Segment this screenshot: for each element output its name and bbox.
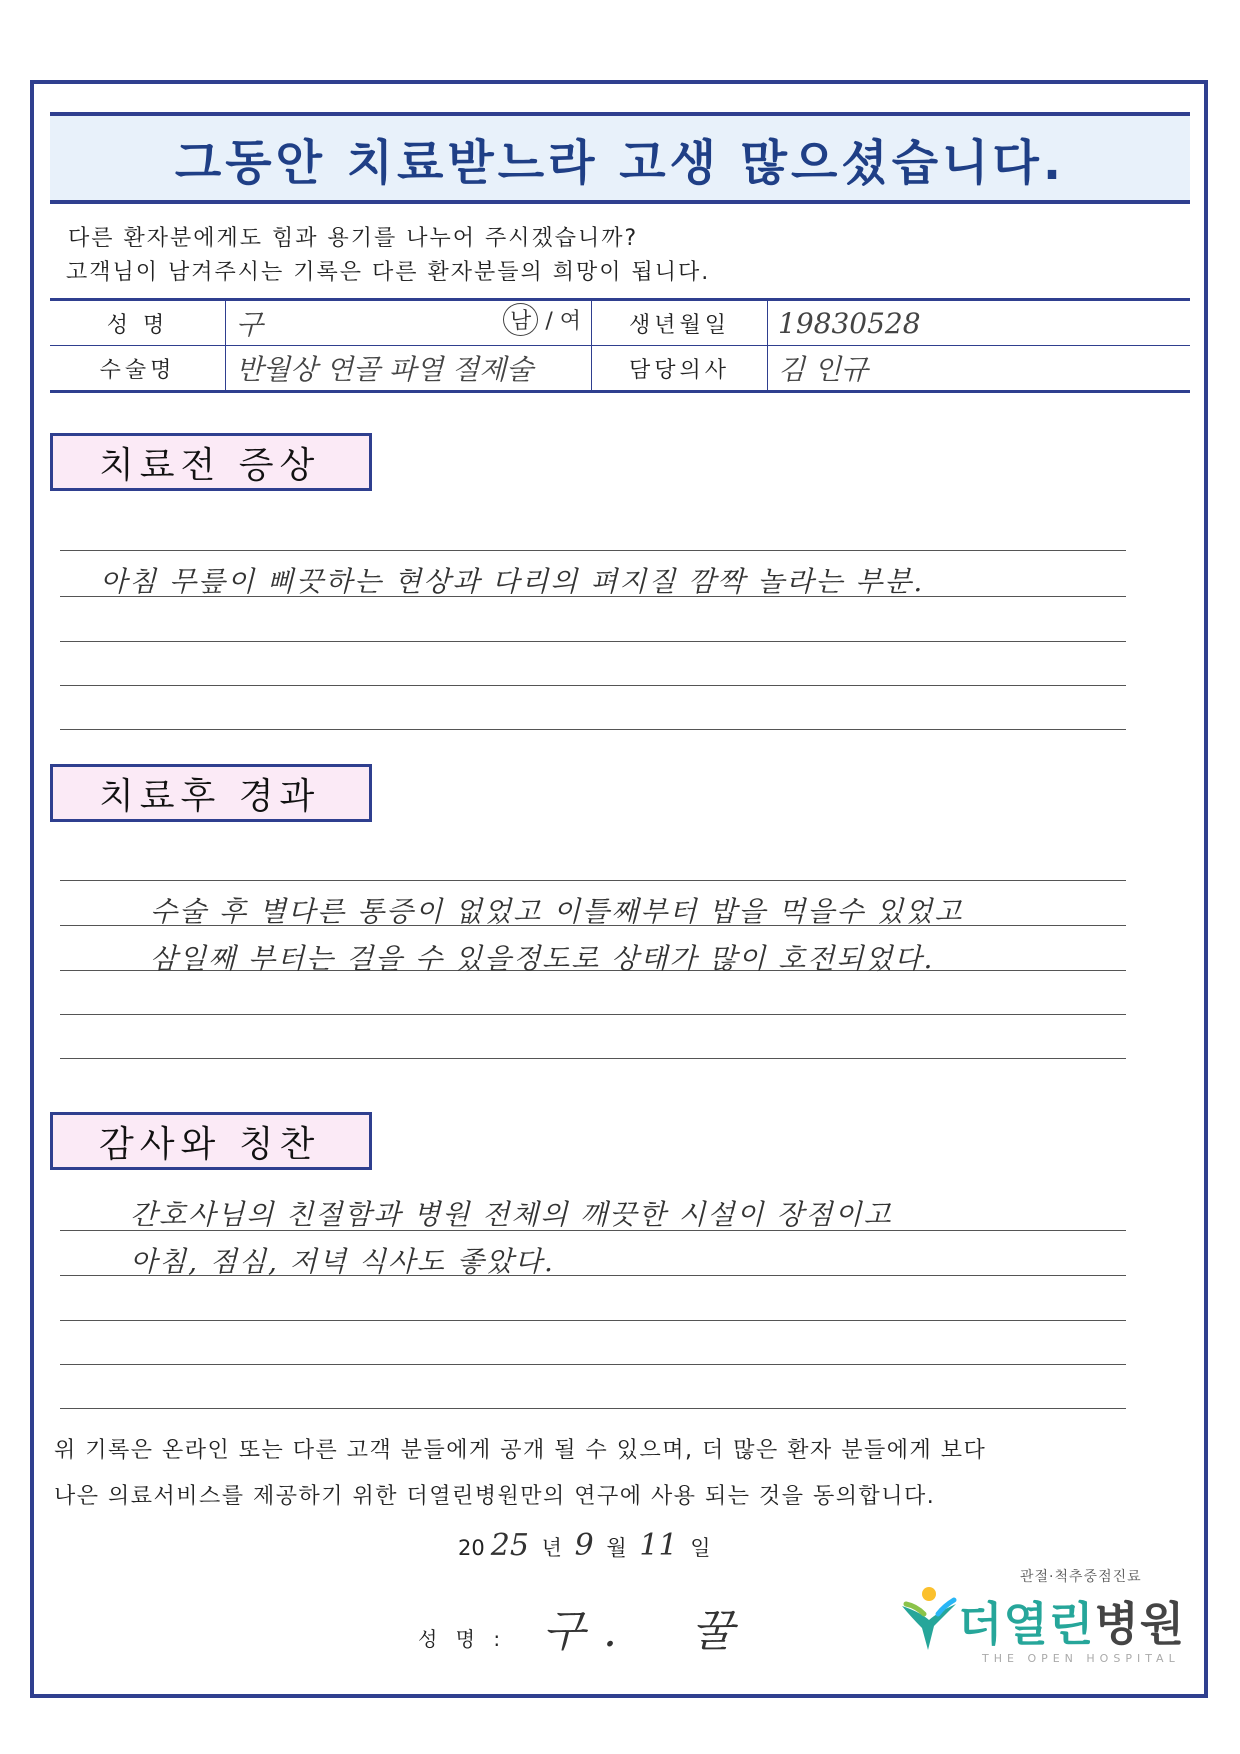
intro-text: [68, 222, 710, 290]
gender-female: 여: [559, 309, 581, 334]
consent-line-2: 나은 의료서비스를 제공하기 위한 더열린병원만의 연구에 사용 되는 것을 동의합니다.: [54, 1484, 936, 1509]
date-day-hand: 11: [639, 1528, 678, 1563]
section-after-heading: 치료후 경과: [50, 764, 372, 822]
logo-tagline: 관절·척추중점진료: [1020, 1569, 1142, 1585]
writing-line: [60, 729, 1126, 730]
signature-name: 구 .: [542, 1606, 619, 1657]
writing-line: [60, 1320, 1126, 1321]
section-thanks-heading: 감사와 칭찬: [50, 1112, 372, 1170]
signature-mark: 꿀: [691, 1606, 736, 1657]
signature-label: 성 명 :: [418, 1627, 507, 1651]
hospital-logo-icon: [898, 1584, 960, 1654]
surgery-label: 수술명: [50, 346, 226, 392]
birth-label: 생년월일: [592, 300, 768, 346]
after-text-line-1: 수술 후 별다른 통증이 없었고 이틀째부터 밥을 먹을수 있었고: [150, 895, 964, 928]
thanks-text-line-1: 간호사님의 친절함과 병원 전체의 깨끗한 시설이 장점이고: [130, 1198, 893, 1231]
surgery-value: 반월상 연골 파열 절제술: [226, 346, 592, 392]
after-text-line-2: 삼일째 부터는 걸을 수 있을정도로 상태가 많이 호전되었다.: [150, 942, 935, 975]
birth-value: 19830528: [768, 300, 1191, 346]
logo-name: [958, 1588, 1185, 1654]
writing-line: [60, 685, 1126, 686]
patient-info-table: [50, 298, 1190, 393]
date-year-hand: 25: [490, 1528, 529, 1563]
consent-text: [54, 1428, 986, 1520]
gender-separator: /: [545, 309, 553, 334]
date-year-unit: 년: [541, 1536, 562, 1560]
logo-name-main: 더열린: [958, 1597, 1095, 1651]
date-day-unit: 일: [690, 1536, 711, 1560]
date-field: [458, 1528, 711, 1563]
writing-line: [60, 1014, 1126, 1015]
writing-line: [60, 641, 1126, 642]
gender-select: [503, 303, 581, 336]
name-cell: [226, 300, 592, 346]
date-year-prefix: 20: [458, 1536, 485, 1560]
name-label: 성 명: [50, 300, 226, 346]
writing-line: [60, 1408, 1126, 1409]
gender-male: 남: [503, 303, 538, 336]
title-banner: [50, 112, 1190, 204]
signature-field: [418, 1595, 736, 1659]
name-value: 구: [236, 308, 264, 341]
logo-english: THE OPEN HOSPITAL: [982, 1652, 1180, 1665]
logo-name-sub: 병원: [1094, 1597, 1186, 1651]
doctor-value: 김 인규: [778, 353, 869, 386]
writing-line: [60, 1364, 1126, 1365]
date-month-unit: 월: [606, 1536, 627, 1560]
date-month-hand: 9: [574, 1528, 594, 1563]
page-title: 그동안 치료받느라 고생 많으셨습니다.: [174, 134, 1066, 191]
thanks-text-line-2: 아침, 점심, 저녁 식사도 좋았다.: [130, 1245, 555, 1278]
intro-line-2: 고객님이 남겨주시는 기록은 다른 환자분들의 희망이 됩니다.: [66, 260, 711, 285]
writing-line: [60, 1058, 1126, 1059]
section-before-heading: 치료전 증상: [50, 433, 372, 491]
consent-line-1: 위 기록은 온라인 또는 다른 고객 분들에게 공개 될 수 있으며, 더 많은 환자 분들에게 보다: [54, 1438, 987, 1463]
writing-line: [60, 550, 1126, 551]
hospital-logo: [898, 1566, 1188, 1678]
intro-line-1: 다른 환자분에게도 힘과 용기를 나누어 주시겠습니까?: [68, 226, 639, 251]
writing-line: [60, 880, 1126, 881]
doctor-label: 담당의사: [592, 346, 768, 392]
before-text-line-1: 아침 무릎이 삐끗하는 현상과 다리의 펴지질 깜짝 놀라는 부분.: [100, 565, 925, 598]
